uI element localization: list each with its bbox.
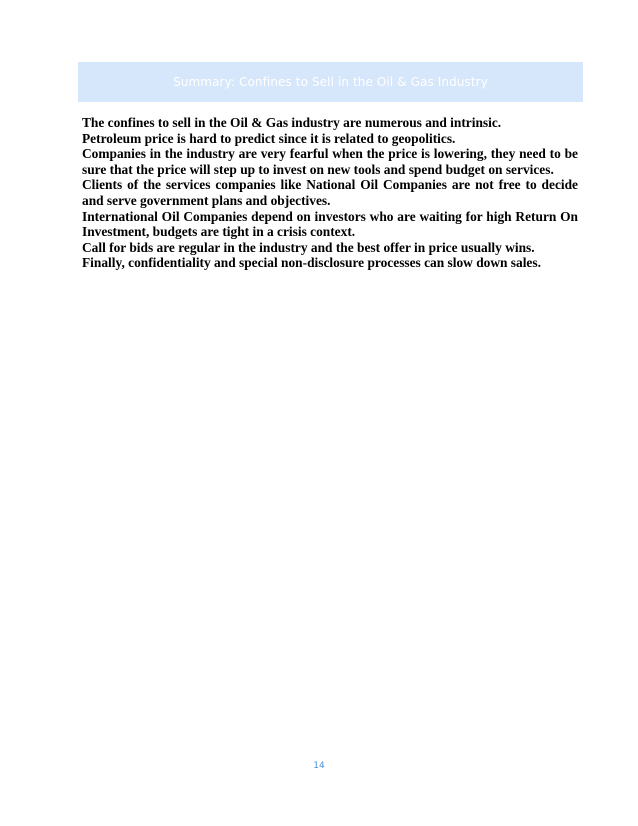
paragraph-4: Clients of the services companies like National Oil Companies are not free to decide and serve government plans and objectives. xyxy=(82,177,578,208)
paragraph-1: The confines to sell in the Oil & Gas industry are numerous and intrinsic. xyxy=(82,115,502,130)
body-text xyxy=(82,115,578,271)
paragraph-3: Companies in the industry are very fearful when the price is lowering, they need to be sure that the price will step up to invest on new tools and spend budget on services. xyxy=(82,146,578,177)
summary-title: Summary: Confines to Sell in the Oil & Gas Industry xyxy=(173,75,488,89)
summary-header-box xyxy=(78,62,583,102)
page-number: 14 xyxy=(313,761,325,771)
paragraph-2: Petroleum price is hard to predict since it is related to geopolitics. xyxy=(82,130,456,146)
paragraph-6: Call for bids are regular in the industry and the best offer in price usually wins. xyxy=(82,239,535,255)
paragraph-7: Finally, confidentiality and special non-disclosure processes can slow down sales. xyxy=(82,255,541,271)
paragraph-5: International Oil Companies depend on investors who are waiting for high Return On Investment, budgets are tight in a crisis context. xyxy=(82,208,578,240)
